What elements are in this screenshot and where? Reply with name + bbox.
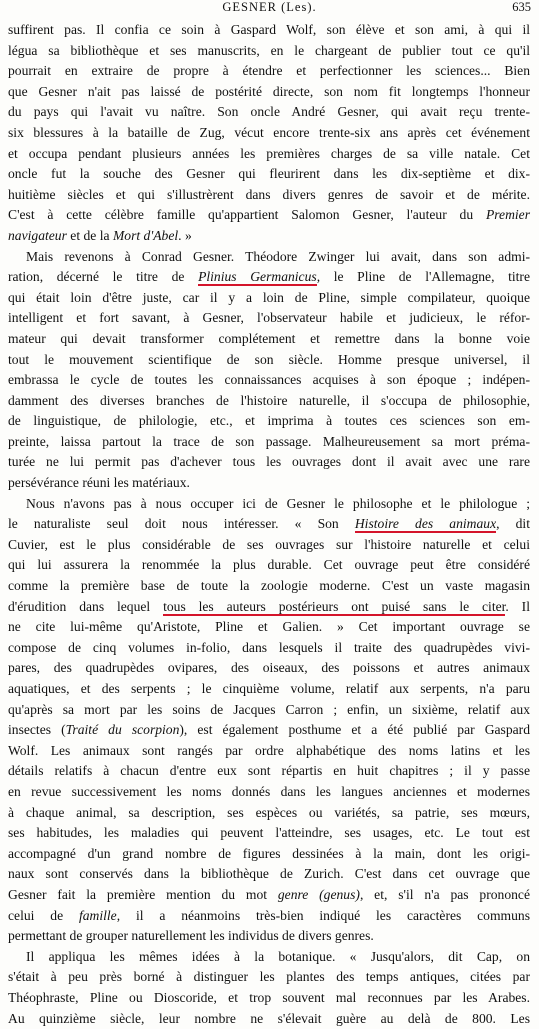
text-line	[8, 885, 530, 906]
text-run: persévérance réuni les matériaux.	[8, 475, 190, 490]
text-run: Théophraste, Pline ou Dioscoride, et trop souvent mal reconnues par les Arabes.	[8, 990, 530, 1005]
text-line	[8, 761, 530, 782]
text-line	[8, 617, 530, 638]
text-run: naux sont conservés dans la bibliothèque de Zurich. C'est dans cet ouvrage que	[8, 866, 530, 881]
text-run: pourrait en extraire de propre à étendre et perfectionner les sciences... Bien	[8, 63, 530, 78]
text-line	[8, 432, 530, 453]
italic-phrase: Mort d'Abel	[113, 228, 178, 243]
text-run: du pays qui l'avait vu naître. Son oncle André Gesner, qui avait reçu trente-	[8, 104, 530, 119]
text-run: oncle fut la souche des Gesner qui fleurirent dans les dix-septième et dix-	[8, 166, 530, 181]
text-line	[8, 926, 530, 947]
underlined-phrase: Histoire des animaux	[355, 516, 496, 533]
text-line	[8, 82, 530, 103]
text-line	[8, 700, 530, 721]
page-header	[0, 0, 539, 16]
text-run: le naturaliste seul doit nous intéresser. « Son	[8, 516, 355, 531]
text-line	[8, 844, 530, 865]
text-run: tout le mouvement scientifique de son siècle. Homme presque universel, il	[8, 352, 530, 367]
text-line	[8, 164, 530, 185]
text-run: insectes (	[8, 722, 66, 737]
text-run: à chaque animal, sa description, ses espèces ou variétés, sa patrie, ses mœurs,	[8, 805, 530, 820]
text-line	[8, 741, 530, 762]
text-run: intelligent et fort savant, à Gesner, l'observateur habile et judicieux, le réfor-	[8, 310, 530, 325]
text-line	[8, 185, 530, 206]
text-line	[8, 679, 530, 700]
text-line	[8, 329, 530, 350]
text-run: Mais revenons à Conrad Gesner. Théodore Zwinger lui avait, dans son admi-	[26, 249, 530, 264]
text-run: s'était à peu près borné à distinguer les plantes des temps antiques, citées par	[8, 969, 530, 984]
text-run: ), est également posthume et a été publié par Gaspard	[179, 722, 530, 737]
text-run: C'est à cette célèbre famille qu'appartient Salomon Gesner, l'auteur du	[8, 207, 486, 222]
text-line	[8, 370, 530, 391]
text-run: Wolf. Les animaux sont rangés par ordre alphabétique des noms latins et les	[8, 743, 530, 758]
underlined-phrase: Plinius Germanicus	[198, 269, 317, 286]
text-run: Nous n'avons pas à nous occuper ici de Gesner le philosophe et le philologue ;	[26, 496, 530, 511]
text-run: turée ne lui permit pas d'achever tous les ouvrages dont il avait avec une rare	[8, 454, 530, 469]
text-line	[8, 720, 530, 741]
text-run: et occupa pendant plusieurs années les premières charges de sa ville natale. Cet	[8, 146, 530, 161]
text-line	[8, 576, 530, 597]
text-run: . »	[178, 228, 192, 243]
underlined-phrase: tous les auteurs postérieurs ont puisé sans le citer	[163, 599, 505, 616]
text-run: mateur qui devait transformer complétement et remettre dans la bonne voie	[8, 331, 530, 346]
text-line	[8, 782, 530, 803]
text-line	[8, 864, 530, 885]
text-line	[8, 473, 530, 494]
text-line	[8, 20, 530, 41]
text-run: qu'après sa mort par les soins de Jacques Carron ; enfin, un sixième, relatif aux	[8, 702, 530, 717]
italic-phrase: Premier	[486, 207, 530, 222]
text-run: damment des diverses branches de l'histoire naturelle, il s'occupa de philosophie,	[8, 393, 530, 408]
text-line	[8, 823, 530, 844]
text-run: aquatiques, et des serpents ; le cinquième volume, relatif aux serpents, n'a paru	[8, 681, 530, 696]
text-line	[8, 144, 530, 165]
text-line	[8, 947, 530, 968]
text-run: preinte, laissa partout la trace de son passage. Malheureusement sa mort préma-	[8, 434, 530, 449]
text-line	[8, 391, 530, 412]
text-run: qui lui assurera la renommée la plus durable. Cet ouvrage peut être considéré	[8, 557, 530, 572]
text-line	[8, 514, 530, 535]
text-run: ne cite lui-même qu'Aristote, Pline et Galien. » Cet important ouvrage se	[8, 619, 530, 634]
text-line	[8, 658, 530, 679]
text-line	[8, 288, 530, 309]
text-line	[8, 597, 530, 618]
text-run: permettant de grouper naturellement les individus de divers genres.	[8, 928, 374, 943]
text-run: et de la	[67, 228, 113, 243]
text-run: , dit	[496, 516, 530, 531]
text-run: que Gesner n'ait pas laissé de postérité directe, son nom fit longtemps l'honneur	[8, 84, 530, 99]
text-line	[8, 41, 530, 62]
text-run: Il appliqua les mêmes idées à la botanique. « Jusqu'alors, dit Cap, on	[26, 949, 530, 964]
text-line	[8, 205, 530, 226]
text-line	[8, 61, 530, 82]
text-run: Au quinzième siècle, leur nombre ne s'élevait guère au delà de 800. Les	[8, 1011, 530, 1026]
text-run: d'érudition dans lequel	[8, 599, 163, 614]
text-run: huitième siècles et qui s'illustrèrent dans divers genres de savoir et de mérite.	[8, 187, 530, 202]
text-run: accompagné d'un grand nombre de figures dessinées à la main, dont les origi-	[8, 846, 530, 861]
text-run: , le Pline de l'Allemagne, titre	[317, 269, 530, 284]
text-run: Cuvier, est le plus considérable de ses ouvrages sur l'histoire naturelle et celui	[8, 537, 530, 552]
text-run: en revue successivement les noms donnés dans les langues anciennes et modernes	[8, 784, 530, 799]
page-number: 635	[512, 0, 531, 15]
text-line	[8, 247, 530, 268]
text-run: . Il	[505, 599, 530, 614]
text-line	[8, 226, 530, 247]
text-run: ration, décerné le titre de	[8, 269, 198, 284]
text-line	[8, 494, 530, 515]
text-run: de linguistique, de philologie, etc., et imprima à toutes ces sciences son em-	[8, 413, 530, 428]
text-line	[8, 350, 530, 371]
body-text	[8, 20, 530, 1029]
italic-phrase: Traité du scorpion	[66, 722, 180, 737]
text-line	[8, 803, 530, 824]
text-line	[8, 411, 530, 432]
text-run: suffirent pas. Il confia ce soin à Gaspard Wolf, son élève et son ami, à qui il	[8, 22, 530, 37]
text-line	[8, 967, 530, 988]
text-line	[8, 535, 530, 556]
text-run: ses habitudes, les maladies qui peuvent l'atteindre, ses usages, etc. Le tout est	[8, 825, 530, 840]
text-run: embrassa le cycle de toutes les connaissances acquises à son époque ; indépen-	[8, 372, 530, 387]
text-line	[8, 267, 530, 288]
text-line	[8, 102, 530, 123]
text-line	[8, 555, 530, 576]
text-run: comme la première base de toute la zoologie moderne. C'est un vaste magasin	[8, 578, 530, 593]
italic-phrase: navigateur	[8, 228, 67, 243]
text-run: Gesner fait la première mention du mot	[8, 887, 278, 902]
text-line	[8, 906, 530, 927]
italic-phrase: genre (genus)	[278, 887, 360, 902]
italic-phrase: famille	[79, 908, 117, 923]
text-line	[8, 1009, 530, 1029]
text-run: pares, des quadrupèdes ovipares, des oiseaux, des poissons et autres animaux	[8, 660, 530, 675]
text-line	[8, 988, 530, 1009]
text-line	[8, 308, 530, 329]
text-run: , il a néanmoins très-bien indiqué les caractères communs	[117, 908, 530, 923]
text-line	[8, 452, 530, 473]
text-line	[8, 638, 530, 659]
text-run: légua sa bibliothèque et ses manuscrits, en le chargeant de publier tout ce qu'il	[8, 43, 530, 58]
text-run: qui était loin d'être juste, car il y a loin de Pline, simple compilateur, quoique	[8, 290, 530, 305]
text-run: celui de	[8, 908, 79, 923]
text-run: compose de cinq volumes in-folio, dans lesquels il traite des quadrupèdes vivi-	[8, 640, 530, 655]
running-title: GESNER (Les).	[0, 0, 539, 15]
text-run: six blessures à la bataille de Zug, vécut encore trente-six ans après cet événement	[8, 125, 530, 140]
text-run: détails relatifs à chacun d'entre eux sont répartis en huit chapitres ; il y passe	[8, 763, 530, 778]
text-run: , et, s'il n'a pas prononcé	[360, 887, 530, 902]
text-line	[8, 123, 530, 144]
